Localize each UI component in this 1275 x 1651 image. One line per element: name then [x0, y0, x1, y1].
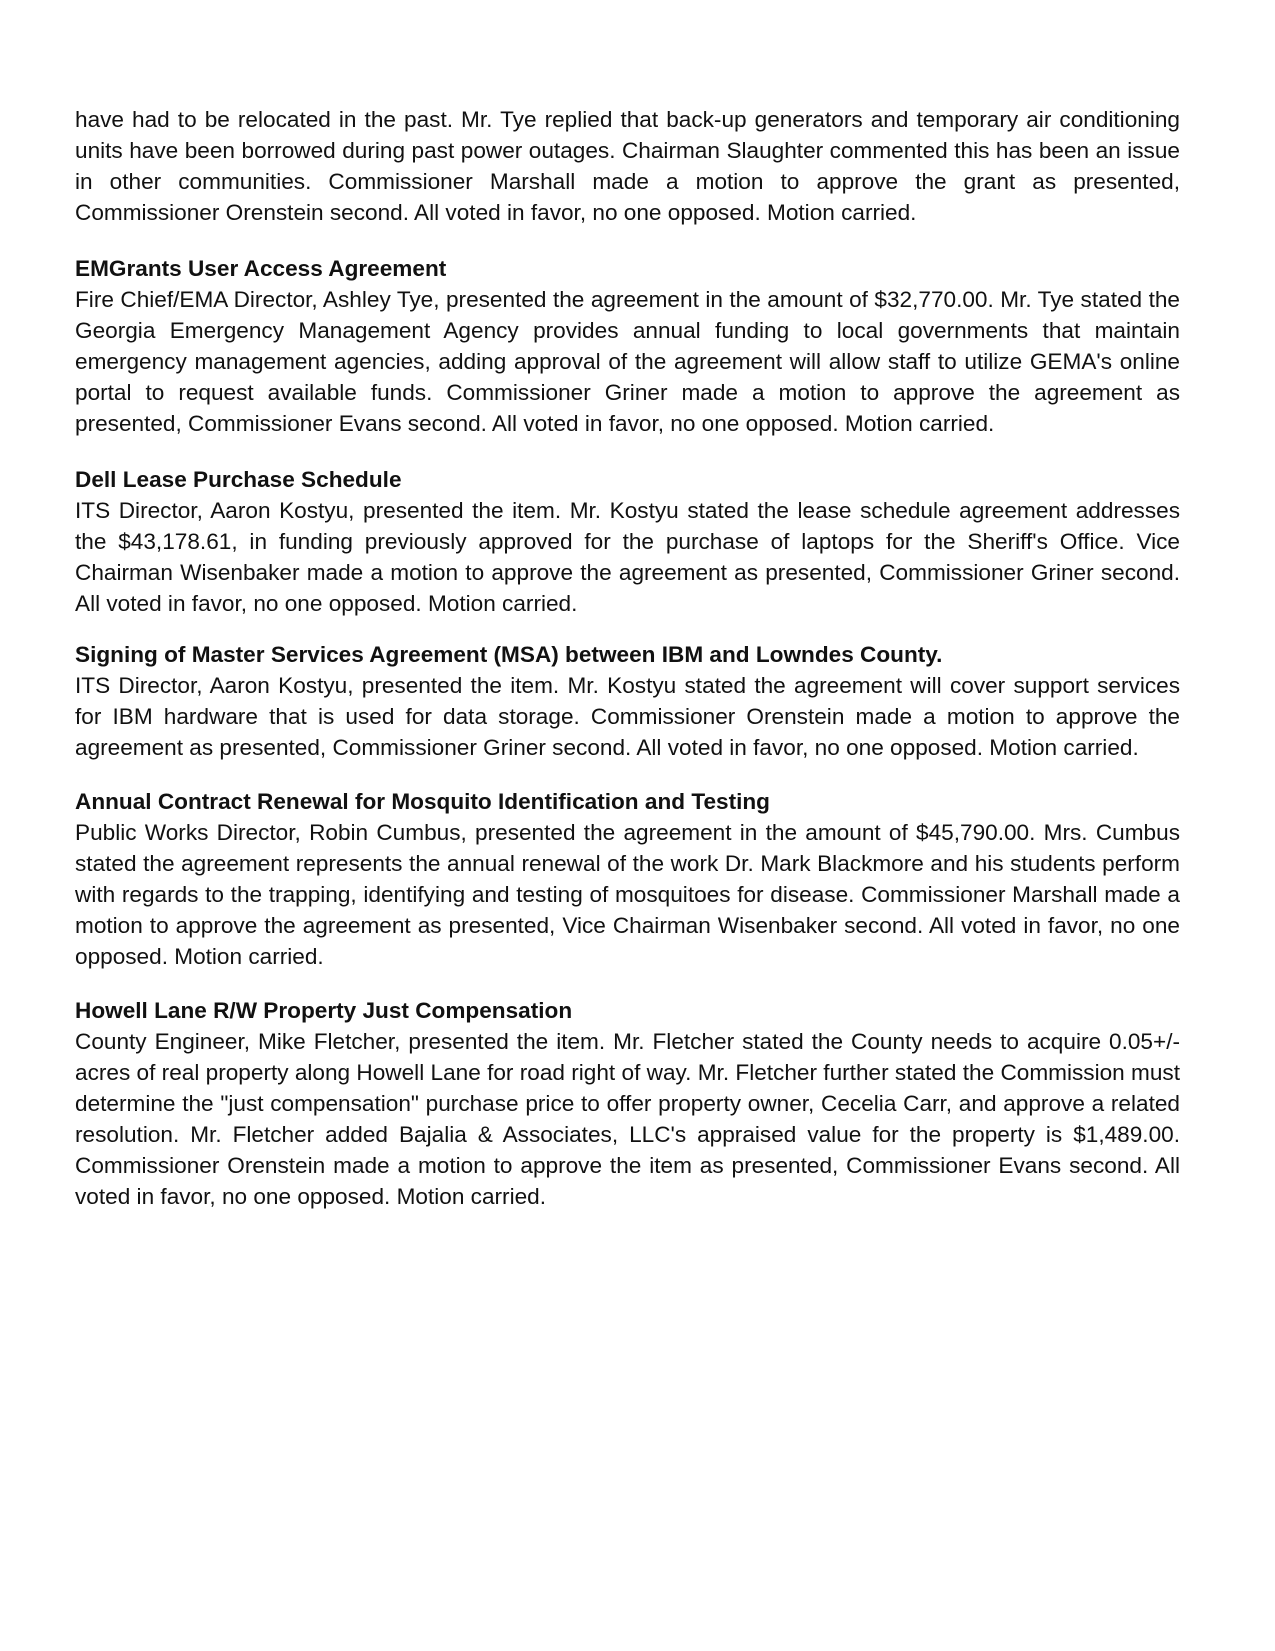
- section-body: County Engineer, Mike Fletcher, presented the item. Mr. Fletcher stated the County needs to acquire 0.05+/- acres of real property along Howell Lane for road right of way. Mr. Fletcher further stated the Commission must determine the "just compensation" purchase price to offer property owner, Cecelia Carr, and approve a related resolution. Mr. Fletcher added Bajalia & Associates, LLC's appraised value for the property is $1,489.00. Commissioner Orenstein made a motion to approve the item as presented, Commissioner Evans second. All voted in favor, no one opposed. Motion carried.: [75, 1029, 1180, 1209]
- section-body: ITS Director, Aaron Kostyu, presented the item. Mr. Kostyu stated the lease schedule agreement addresses the $43,178.61, in funding previously approved for the purchase of laptops for the Sheriff's Office. Vice Chairman Wisenbaker made a motion to approve the agreement as presented, Commissioner Griner second. All voted in favor, no one opposed. Motion carried.: [75, 498, 1180, 616]
- section-body: Fire Chief/EMA Director, Ashley Tye, presented the agreement in the amount of $32,770.00. Mr. Tye stated the Georgia Emergency Management Agency provides annual funding to local governments that maintain emergency management agencies, adding approval of the agreement will allow staff to utilize GEMA's online portal to request available funds. Commissioner Griner made a motion to approve the agreement as presented, Commissioner Evans second. All voted in favor, no one opposed. Motion carried.: [75, 287, 1180, 436]
- intro-paragraph: have had to be relocated in the past. Mr. Tye replied that back-up generators and temporary air conditioning units have been borrowed during past power outages. Chairman Slaughter commented this has been an issue in other communities. Commissioner Marshall made a motion to approve the grant as presented, Commissioner Orenstein second. All voted in favor, no one opposed. Motion carried.: [75, 107, 1180, 225]
- section-emgrants: [75, 253, 1180, 439]
- section-body: Public Works Director, Robin Cumbus, presented the agreement in the amount of $45,790.00. Mrs. Cumbus stated the agreement represents the annual renewal of the work Dr. Mark Blackmore and his students perform with regards to the trapping, identifying and testing of mosquitoes for disease. Commissioner Marshall made a motion to approve the agreement as presented, Vice Chairman Wisenbaker second. All voted in favor, no one opposed. Motion carried.: [75, 820, 1180, 969]
- section-dell-lease: [75, 464, 1180, 619]
- section-heading: EMGrants User Access Agreement: [75, 256, 447, 281]
- section-ibm-msa: [75, 639, 1180, 763]
- section-heading: Dell Lease Purchase Schedule: [75, 467, 402, 492]
- section-body: ITS Director, Aaron Kostyu, presented the item. Mr. Kostyu stated the agreement will cover support services for IBM hardware that is used for data storage. Commissioner Orenstein made a motion to approve the agreement as presented, Commissioner Griner second. All voted in favor, no one opposed. Motion carried.: [75, 673, 1180, 760]
- document-page: [75, 104, 1180, 1212]
- section-heading: Signing of Master Services Agreement (MSA) between IBM and Lowndes County.: [75, 642, 943, 667]
- section-mosquito-contract: [75, 786, 1180, 972]
- section-heading: Howell Lane R/W Property Just Compensation: [75, 998, 573, 1023]
- section-howell-lane: [75, 995, 1180, 1212]
- section-heading: Annual Contract Renewal for Mosquito Identification and Testing: [75, 789, 770, 814]
